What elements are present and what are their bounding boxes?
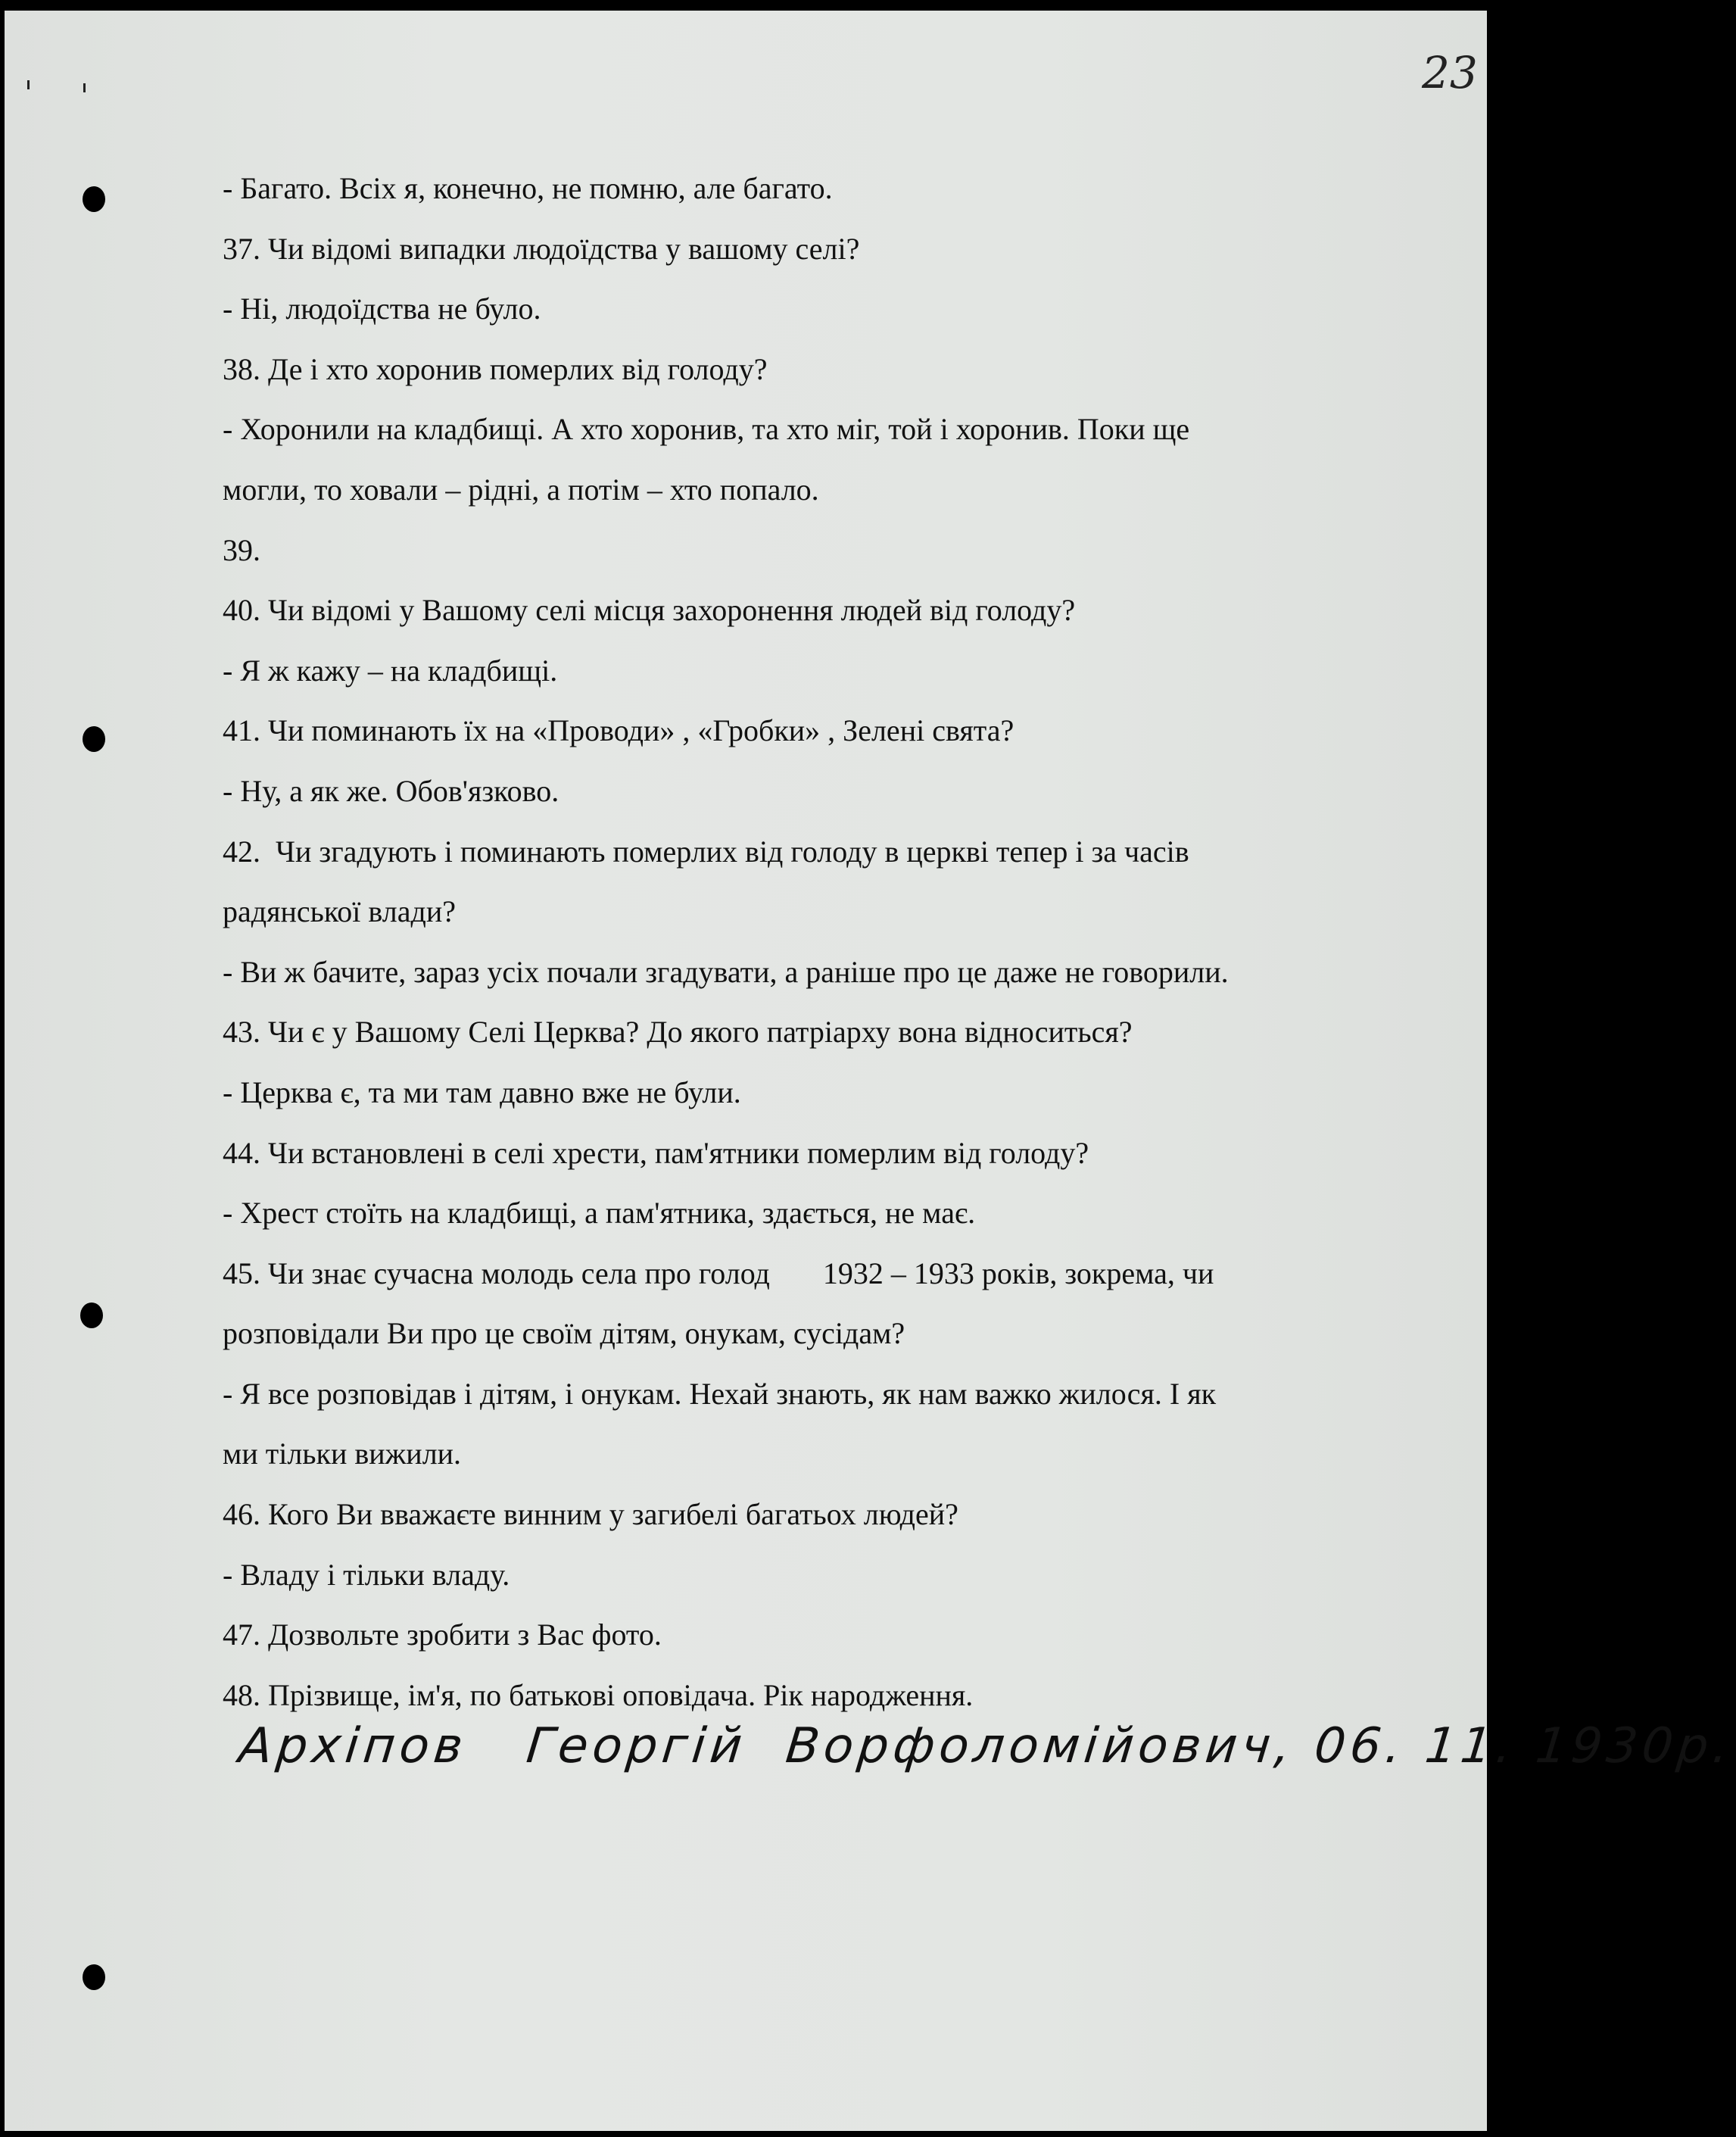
scan-mark — [27, 80, 30, 89]
text-line: 45. Чи знає сучасна молодь села про голод 1932 – 1933 років, зокрема, чи — [223, 1256, 1214, 1290]
scan-mark — [83, 83, 86, 92]
text-line: 43. Чи є у Вашому Селі Церква? До якого патріарху вона відноситься? — [223, 1015, 1133, 1050]
text-line: - Багато. Всіх я, конечно, не помню, але багато. — [223, 171, 833, 205]
text-line: 38. Де і хто хоронив померлих від голоду? — [223, 351, 768, 386]
text-line: - Ви ж бачите, зараз усіх почали згадувати, а раніше про це даже не говорили. — [223, 954, 1229, 989]
handwritten-answer: Архіпов Георгій Ворфоломійович, 06. 11. 1930р. — [236, 1718, 1736, 1774]
text-line: 42. Чи згадують і поминають померлих від голоду в церкві тепер і за часів — [223, 834, 1189, 869]
text-line: 39. — [223, 532, 260, 567]
punch-hole — [83, 186, 105, 212]
document-page — [5, 11, 1736, 2131]
text-line: - Владу і тільки владу. — [223, 1557, 510, 1592]
text-line: могли, то ховали – рідні, а потім – хто попало. — [223, 472, 819, 507]
text-line: - Церква є, та ми там давно вже не були. — [223, 1075, 741, 1109]
text-line: 37. Чи відомі випадки людоїдства у вашому селі? — [223, 231, 860, 266]
page-number: 23 — [1422, 47, 1478, 98]
punch-hole — [80, 1302, 103, 1328]
text-line: 48. Прізвище, ім'я, по батькові оповідача. Рік народження. — [223, 1677, 974, 1712]
text-line: ми тільки вижили. — [223, 1437, 462, 1471]
text-line: 41. Чи поминають їх на «Проводи» , «Гробки» , Зелені свята? — [223, 713, 1014, 748]
text-line: - Ну, а як же. Обов'язково. — [223, 773, 559, 808]
punch-hole — [83, 1964, 105, 1990]
text-line: 46. Кого Ви вважаєте винним у загибелі багатьох людей? — [223, 1497, 958, 1532]
text-line: 44. Чи встановлені в селі хрести, пам'ятники померлим від голоду? — [223, 1135, 1089, 1170]
text-line: - Я все розповідав і дітям, і онукам. Нехай знають, як нам важко жилося. І як — [223, 1376, 1217, 1411]
text-line: - Ні, людоїдства не було. — [223, 292, 541, 326]
text-line: - Я ж кажу – на кладбищі. — [223, 653, 558, 688]
text-line: 47. Дозвольте зробити з Вас фото. — [223, 1618, 662, 1652]
text-line: 40. Чи відомі у Вашому селі місця захоронення людей від голоду? — [223, 593, 1076, 628]
text-line: - Хоронили на кладбищі. А хто хоронив, та хто міг, той і хоронив. Поки ще — [223, 412, 1190, 447]
punch-hole — [83, 726, 105, 752]
interview-text — [223, 158, 1472, 1725]
text-line: - Хрест стоїть на кладбищі, а пам'ятника, здається, не має. — [223, 1196, 976, 1231]
text-line: радянської влади? — [223, 894, 457, 929]
text-line: розповідали Ви про це своїм дітям, онукам, сусідам? — [223, 1316, 905, 1351]
